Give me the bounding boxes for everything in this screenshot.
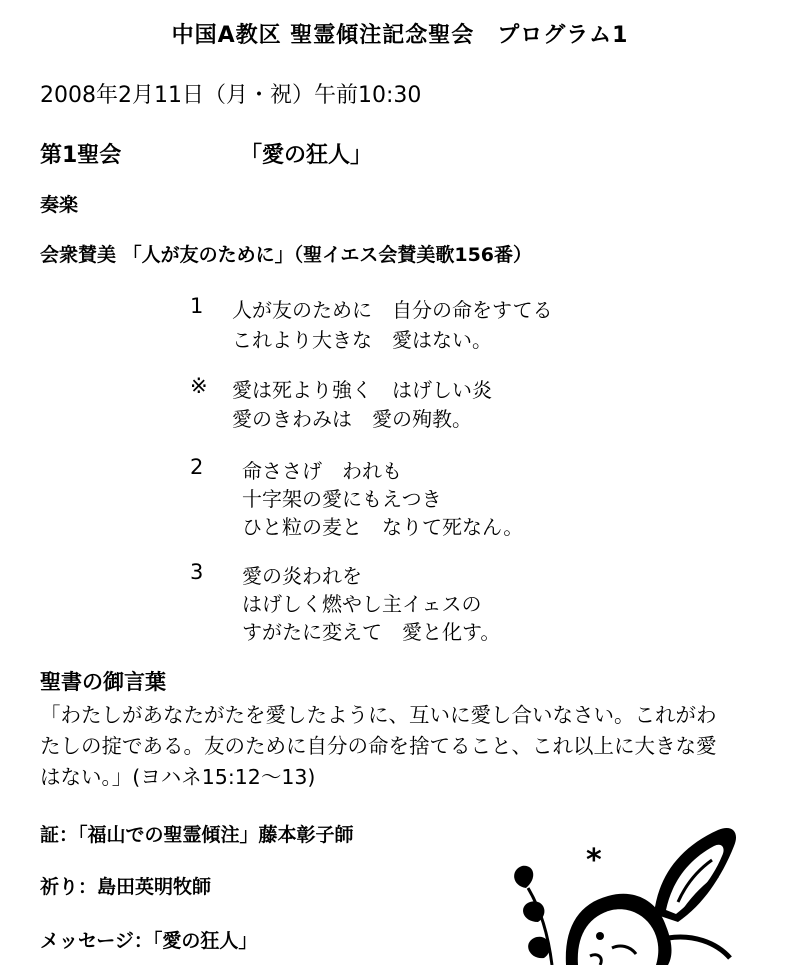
verse-line: 愛は死より強く はげしい炎 [232, 378, 492, 402]
verse-line: 人が友のために 自分の命をすてる [232, 298, 553, 322]
program-date: 2008年2月11日（月・祝）午前10:30 [40, 83, 422, 108]
testimony-item: 証：「福山での聖霊傾注」藤本彰子師 [40, 824, 354, 846]
message-item: メッセージ：「愛の狂人」 [40, 930, 258, 952]
verse-line: 愛のきわみは 愛の殉教。 [232, 407, 472, 431]
logo-star: * [586, 843, 602, 878]
scripture-heading: 聖書の御言葉 [40, 670, 166, 694]
verse-line: これより大きな 愛はない。 [232, 328, 492, 352]
scripture-line: たしの掟である。友のために自分の命を捨てること、これ以上に大きな愛 [40, 734, 717, 758]
service-theme: 「愛の狂人」 [240, 143, 373, 168]
verse-line: ひと粒の麦と なりて死なん。 [242, 515, 524, 539]
verse-line: 愛の炎われを [242, 564, 362, 588]
verse-line: すがたに変えて 愛と化す。 [242, 620, 501, 644]
program-title: 中国A教区 聖霊傾注記念聖会 プログラム1 [171, 23, 629, 48]
scripture-passage [40, 700, 780, 793]
hymn-heading: 会衆賛美 「人が友のために」（聖イエス会賛美歌156番） [40, 244, 533, 266]
dove-logo-icon [508, 818, 740, 965]
verse-number: 3 [190, 560, 204, 584]
scripture-line: はない。」(ヨハネ15:12〜13) [40, 765, 316, 789]
service-label: 第1聖会 [40, 143, 122, 168]
prelude-label: 奏楽 [40, 194, 79, 216]
prayer-item: 祈り：島田英明牧師 [40, 876, 212, 898]
verse-line: はげしく燃やし主イェスの [242, 592, 482, 616]
scripture-line: 「わたしがあなたがたを愛したように、互いに愛し合いなさい。これがわ [40, 703, 717, 727]
verse-number: 1 [190, 294, 204, 318]
verse-line: 十字架の愛にもえつき [242, 487, 442, 511]
chorus-mark: ※ [190, 374, 208, 398]
verse-number: 2 [190, 455, 204, 479]
verse-line: 命ささげ われも [242, 459, 402, 483]
